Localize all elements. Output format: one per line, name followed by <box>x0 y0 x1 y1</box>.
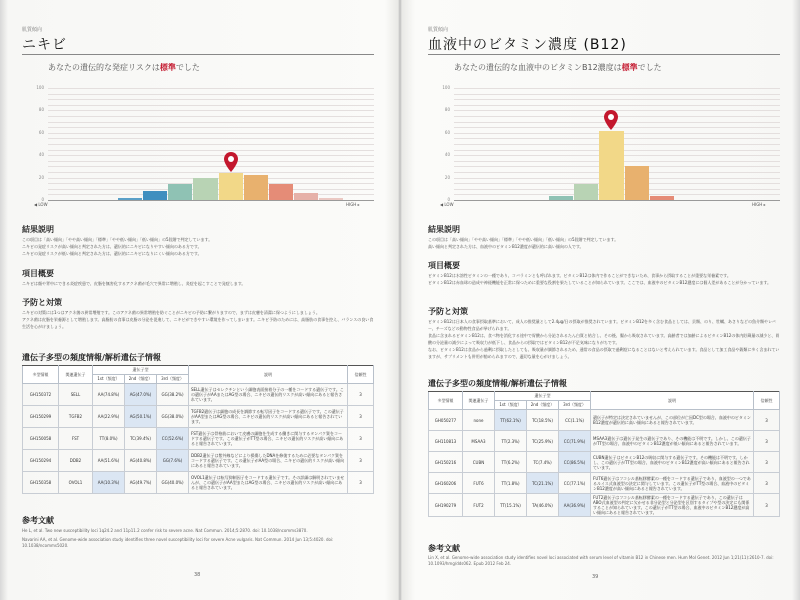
cell-g1: TT(15.1%) <box>495 494 527 517</box>
cell-id: GH150294 <box>23 450 59 472</box>
chart-bar <box>118 198 142 200</box>
cell-g3: GG(7.6%) <box>157 450 189 472</box>
chart-bar <box>294 193 318 200</box>
gene-table <box>22 365 374 494</box>
y-tick-label: 80 <box>38 107 44 113</box>
cell-desc: MSAA3遺伝子は遺伝子発生の遺伝子であり、その機能は不明です。しかし、この遺伝子がTT型の場合、血液中のビタミンB12濃度が低い傾向にあると報告されています。 <box>591 431 754 452</box>
y-tick-label: 0 <box>41 197 44 202</box>
chart-bar <box>168 184 192 200</box>
gridline <box>48 172 374 173</box>
col-header: 3rd（頻度） <box>559 401 591 410</box>
cell-desc: OVOL1遺伝子は転写抑制因子をコードする遺伝子です。その詳細は解明されていませんが、この遺伝子がAA型またはAG型の場合、ニキビの遺伝的リスクが高い傾向にあると報告されています。 <box>189 472 348 494</box>
cell-rel: 3 <box>754 494 780 517</box>
y-tick-label: 80 <box>444 107 450 113</box>
table-row <box>23 406 374 428</box>
cell-g3: AA(36.9%) <box>559 494 591 517</box>
gene-table <box>428 391 780 517</box>
cell-g2: AG(40.8%) <box>125 450 157 472</box>
table-row <box>429 452 780 473</box>
cell-desc: SELL遺伝子はセレクチンという細胞表面接着分子の一種をコードする遺伝子です。この遺伝子がAAまたはAG型の場合、ニキビの遺伝的リスクが高い傾向にあると報告されています。 <box>189 384 348 406</box>
category-label: 肌質傾向 <box>428 27 449 33</box>
overview-text: ビタミンB12は水溶性ビタミンの一種であり、コバラミンとも呼ばれます。ビタミンB12は体内で作ることができないため、食事から摂取することが重要な栄養素です。 ビタミンB12は赤血球の造成や神経機能を正常に保つために重要な役割を果たしていることが知られています。ここでは、血液中のビタミンB12濃度には個人差があることが分かっています。 <box>428 273 772 285</box>
cell-g3: GG(38.2%) <box>157 384 189 406</box>
cell-desc: FUT6遺伝子はフコシル基転移酵素の一種をコードする遺伝子であり、血液型の一つであるルイス式血液型の決定に関与しています。この遺伝子がTT型の場合、血液中のビタミンB12濃度が高い傾向にあると報告されています。 <box>591 473 754 494</box>
axis-low-label: ◀ LOW <box>440 202 454 207</box>
gridline <box>454 99 780 100</box>
cell-id: GH150372 <box>23 384 59 406</box>
col-header: 説明 <box>189 366 348 384</box>
chart-bar <box>219 173 243 200</box>
chart-bar <box>244 175 268 200</box>
references-heading: 参考文献 <box>428 544 460 553</box>
cell-g2: TC(25.9%) <box>527 431 559 452</box>
cell-g1: AA(10.3%) <box>93 472 125 494</box>
cell-g1: TT(8.0%) <box>93 428 125 450</box>
table-row <box>429 473 780 494</box>
table-row <box>429 410 780 431</box>
y-tick-label: 20 <box>38 174 44 180</box>
chart-bar <box>650 196 674 200</box>
cell-g1: TT(6.2%) <box>495 452 527 473</box>
cell-g3: CC(52.6%) <box>157 428 189 450</box>
cell-g3: GG(38.0%) <box>157 406 189 428</box>
gridline <box>454 200 780 201</box>
table-row <box>23 428 374 450</box>
chart-bar <box>549 196 573 200</box>
gridline <box>48 127 374 128</box>
col-header: 説明 <box>591 392 754 410</box>
cell-g2: AG(49.7%) <box>125 472 157 494</box>
gridline <box>48 144 374 145</box>
gridline <box>48 200 374 201</box>
cell-id: GH110813 <box>429 431 463 452</box>
cell-g2: AG(47.0%) <box>125 384 157 406</box>
cell-desc: FUT2遺伝子はフコシル基転移酵素の一種をコードする遺伝子であり、この遺伝子はABO式血液型の判定に欠かせる非分泌型と分泌型を区別するタイプや型の決定にも関係することが知られています。この遺伝子がTT型の場合、血液中のビタミンB12濃度が高い傾向にあると報告されています。 <box>591 494 754 517</box>
gridline <box>48 88 374 89</box>
cell-gene: TGFB2 <box>59 406 93 428</box>
cell-gene: SELL <box>59 384 93 406</box>
col-header: 関連遺伝子 <box>59 366 93 384</box>
left-page <box>0 0 392 600</box>
cell-desc: TGFB2遺伝子は細胞の成長を調節する転写因子をコードする遺伝子です。この遺伝子がAA型またはAG型の場合、ニキビの遺伝的リスクが高い傾向にあると報告されています。 <box>189 406 348 428</box>
cell-rel: 3 <box>754 431 780 452</box>
cell-g2: TC(39.4%) <box>125 428 157 450</box>
references-heading: 参考文献 <box>22 516 54 525</box>
table-row <box>23 472 374 494</box>
axis-low-label: ◀ LOW <box>34 202 48 207</box>
table-heading: 遺伝子多型の頻度情報/解析遺伝子情報 <box>22 353 161 362</box>
cell-desc: CUBN遺伝子はビタミンB12の吸収に関与する遺伝子です。その機能は不明です。しかし、この遺伝子がTT型の場合、血液中のビタミンB12濃度が高い傾向にあると報告されています。 <box>591 452 754 473</box>
cell-id: GH150058 <box>23 428 59 450</box>
page-number: 39 <box>592 574 599 580</box>
cell-rel: 3 <box>348 450 374 472</box>
cell-id: GH190279 <box>429 494 463 517</box>
page-number: 38 <box>194 572 201 578</box>
gridline <box>48 150 374 151</box>
col-header: 多型情報 <box>429 392 463 410</box>
cell-desc: DDB2遺伝子は紫外線などにより損傷したDNAを修復するために必要なタンパク質をコードする遺伝子です。この遺伝子がAA型の場合、ニキビの遺伝的リスクが高い傾向にあると報告されています。 <box>189 450 348 472</box>
cell-g3: CC(1.1%) <box>559 410 591 431</box>
cell-gene: FST <box>59 428 93 450</box>
y-tick-label: 100 <box>442 85 450 90</box>
title-rule <box>428 54 780 55</box>
cell-gene: FUT6 <box>463 473 495 494</box>
prevention-heading: 予防と対策 <box>428 307 468 316</box>
chart-bar <box>625 166 649 200</box>
cell-gene: CUBN <box>463 452 495 473</box>
cell-rel: 3 <box>754 410 780 431</box>
col-header: 多型情報 <box>23 366 59 384</box>
cell-g3: GG(40.0%) <box>157 472 189 494</box>
gridline <box>48 155 374 156</box>
result-text: この項目は「高い傾向」「やや高い傾向」「標準」「やや低い傾向」「低い傾向」の5段階で判定しています。 ニキビの発症リスクが高い傾向と判定された方は、遺伝的にニキビになりやすい傾向のある方です。 ニキビの発症リスクが低い傾向と判定された方は、遺伝的にニキビになりにくい傾向のある方です。 <box>22 237 213 256</box>
cell-rel: 3 <box>754 473 780 494</box>
cell-g1: TT(62.1%) <box>495 410 527 431</box>
col-header: 1st（頻度） <box>495 401 527 410</box>
gridline <box>48 138 374 139</box>
y-tick-label: 100 <box>36 85 44 90</box>
cell-g3: CC(71.9%) <box>559 431 591 452</box>
y-tick-label: 60 <box>444 129 450 135</box>
references-text: Lin X, et al. Genome-wide association study identifies novel loci associated with serum level of vitamin B12 in Chinese men. Hum Mol Genet. 2012 Jun 1;21(11):2610-7. doi: 10.1093/hmg/dds062. Epub 2012 Feb 24. <box>428 555 774 566</box>
gridline <box>454 94 780 95</box>
cell-gene: DDB2 <box>59 450 93 472</box>
gridline <box>48 133 374 134</box>
cell-rel: 3 <box>348 428 374 450</box>
cell-g1: AA(74.8%) <box>93 384 125 406</box>
cell-id: GH160206 <box>429 473 463 494</box>
y-tick-label: 0 <box>447 197 450 202</box>
chart-bar <box>269 184 293 200</box>
prevention-text: ビタミンB12は日本人の食事摂取基準において、成人の推奨量として2.4μg/日の摂取が推奨されています。ビタミンB12を多く含む食品としては、貝類、のり、牡蠣、あさりなどの魚介類やレバー、チーズなどの動物性食品が挙げられます。 食品に含まれるビタミンB12は、食べ物を消化する途中で胃酸から分泌されるたん白質と結合し、その後、腸から吸収されています。高齢者では加齢によるビタミンB12の体内貯蔵量の減少と、胃酸の分泌量の減少によって吸収力が低下し、食品からの摂取ではビタミンB12が不足気味になりがちです。 なお、ビタミンB12は食品から過剰に摂取したとしても、吸収量が調節されるため、通常の食品の摂取で過剰症になることはないと考えられています。食品として加工食品や穀類に多く含まれていますが、サプリメントも併用が勧められますので、適切な量を心がけましょう。 <box>428 319 780 359</box>
cell-rel: 3 <box>348 406 374 428</box>
gridline <box>48 110 374 111</box>
table-row <box>429 494 780 517</box>
gridline <box>48 116 374 117</box>
y-tick-label: 40 <box>38 152 44 158</box>
gridline <box>48 166 374 167</box>
col-header: 2nd（頻度） <box>125 375 157 384</box>
cell-g1: AA(22.9%) <box>93 406 125 428</box>
cell-gene: none <box>463 410 495 431</box>
col-header: 信頼性 <box>348 366 374 384</box>
gridline <box>48 105 374 106</box>
cell-g1: AA(51.6%) <box>93 450 125 472</box>
cell-gene: MSAA3 <box>463 431 495 452</box>
gridline <box>454 105 780 106</box>
cell-id: GH050277 <box>429 410 463 431</box>
col-header: 遺伝子型 <box>93 366 189 375</box>
overview-text: ニキビは顔や背中にできる炎症疾患で、皮脂を無害化するアクネ菌が毛穴で異常に増殖し、炎症を起こすことで発症します。 <box>22 281 246 286</box>
prevention-text: ニキビの対策には1つはアクネ菌の異常増殖です。このアクネ菌の異常増殖を防ぐことがニキビの予防に繋がりますので、まずは皮膚を清潔に保つようにしましょう。 アクネ菌は皮脂を栄養源として増殖します。高脂肪の食事は皮脂の分泌を促進して、ニキビができやすい環境を作ってしまいます。ニキビ予防のためには、高脂肪の食事を控え、バランスの良い食生活を心がけましょう。 <box>22 310 374 329</box>
vitamin-chart <box>440 85 780 202</box>
cell-g1: TT(1.8%) <box>495 473 527 494</box>
result-heading: 結果説明 <box>22 225 54 234</box>
cell-id: GH150216 <box>429 452 463 473</box>
table-row <box>23 384 374 406</box>
category-label: 肌質傾向 <box>22 27 43 33</box>
cell-rel: 3 <box>348 384 374 406</box>
cell-g2: AG(50.1%) <box>125 406 157 428</box>
y-tick-label: 20 <box>444 174 450 180</box>
cell-id: GH150358 <box>23 472 59 494</box>
result-heading: 結果説明 <box>428 225 460 234</box>
cell-g2: TA(46.0%) <box>527 494 559 517</box>
col-header: 3rd（頻度） <box>157 375 189 384</box>
page-title: 血液中のビタミン濃度 (B12) <box>428 37 627 53</box>
result-text: この項目は「高い傾向」「やや高い傾向」「標準」「やや低い傾向」「低い傾向」の5段階で判定しています。 高い傾向と判定された方は、血液中のビタミンB12濃度が遺伝的に高い傾向の人です。 <box>428 237 619 249</box>
result-subtitle: あなたの遺伝的な発症リスクは標準でした <box>48 63 200 72</box>
cell-g1: TT(2.3%) <box>495 431 527 452</box>
chart-bar <box>574 184 598 200</box>
risk-chart <box>34 85 374 202</box>
cell-rel: 3 <box>348 472 374 494</box>
axis-high-label: HIGH ▸ <box>346 202 360 207</box>
axis-high-label: HIGH ▸ <box>752 202 766 207</box>
prevention-heading: 予防と対策 <box>22 298 62 307</box>
page-title: ニキビ <box>22 37 67 53</box>
col-header: 遺伝子型 <box>495 392 591 401</box>
title-rule <box>22 54 374 55</box>
cell-g2: TC(7.4%) <box>527 452 559 473</box>
col-header: 関連遺伝子 <box>463 392 495 410</box>
gridline <box>48 122 374 123</box>
chart-bar <box>599 131 623 200</box>
col-header: 2nd（頻度） <box>527 401 559 410</box>
location-pin-icon <box>604 110 618 130</box>
cell-desc: 遺伝子が特定は決定されていませんが、この部位が亡因DC型の場合、血液中のビタミンB12濃度が遺伝的に高い傾向にあると報告されています。 <box>591 410 754 431</box>
gridline <box>48 94 374 95</box>
gridline <box>48 161 374 162</box>
right-page <box>406 0 798 600</box>
table-row <box>429 431 780 452</box>
y-tick-label: 60 <box>38 129 44 135</box>
col-header: 信頼性 <box>754 392 780 410</box>
y-tick-label: 40 <box>444 152 450 158</box>
table-heading: 遺伝子多型の頻度情報/解析遺伝子情報 <box>428 379 567 388</box>
col-header: 1st（頻度） <box>93 375 125 384</box>
overview-heading: 項目概要 <box>428 261 460 270</box>
cell-g3: CC(77.1%) <box>559 473 591 494</box>
cell-desc: FST遺伝子は骨格筋において皮膚の細胞を生成する働きに関与するタンパク質をコードする遺伝子です。この遺伝子がTT型の場合、ニキビの遺伝的リスクが高い傾向にあると報告されています。 <box>189 428 348 450</box>
references-text: He L, et al. Two new susceptibility loci 1q24.2 and 11p11.2 confer risk to severe acne. Nat Commun. 2014;5:2870. doi: 10.1038/ncomms3870. Navarini AA, et al. Genome-wide association study identifies three novel susceptibility loci for severe Acne vulgaris. Nat Commun. 2014 Jun 13;5:4020. doi: 10.1038/ncomms5020. <box>22 528 334 548</box>
gridline <box>48 99 374 100</box>
cell-g3: CC(86.5%) <box>559 452 591 473</box>
cell-id: GH150299 <box>23 406 59 428</box>
chart-bar <box>319 198 343 200</box>
cell-g2: TC(18.5%) <box>527 410 559 431</box>
cell-g2: TC(21.1%) <box>527 473 559 494</box>
gridline <box>454 88 780 89</box>
chart-bar <box>143 191 167 200</box>
cell-gene: FUT2 <box>463 494 495 517</box>
cell-gene: OVOL1 <box>59 472 93 494</box>
overview-heading: 項目概要 <box>22 269 54 278</box>
result-subtitle: あなたの遺伝的な血液中のビタミンB12濃度は標準でした <box>454 63 662 72</box>
table-row <box>23 450 374 472</box>
chart-bar <box>193 178 217 200</box>
cell-rel: 3 <box>754 452 780 473</box>
location-pin-icon <box>224 152 238 172</box>
